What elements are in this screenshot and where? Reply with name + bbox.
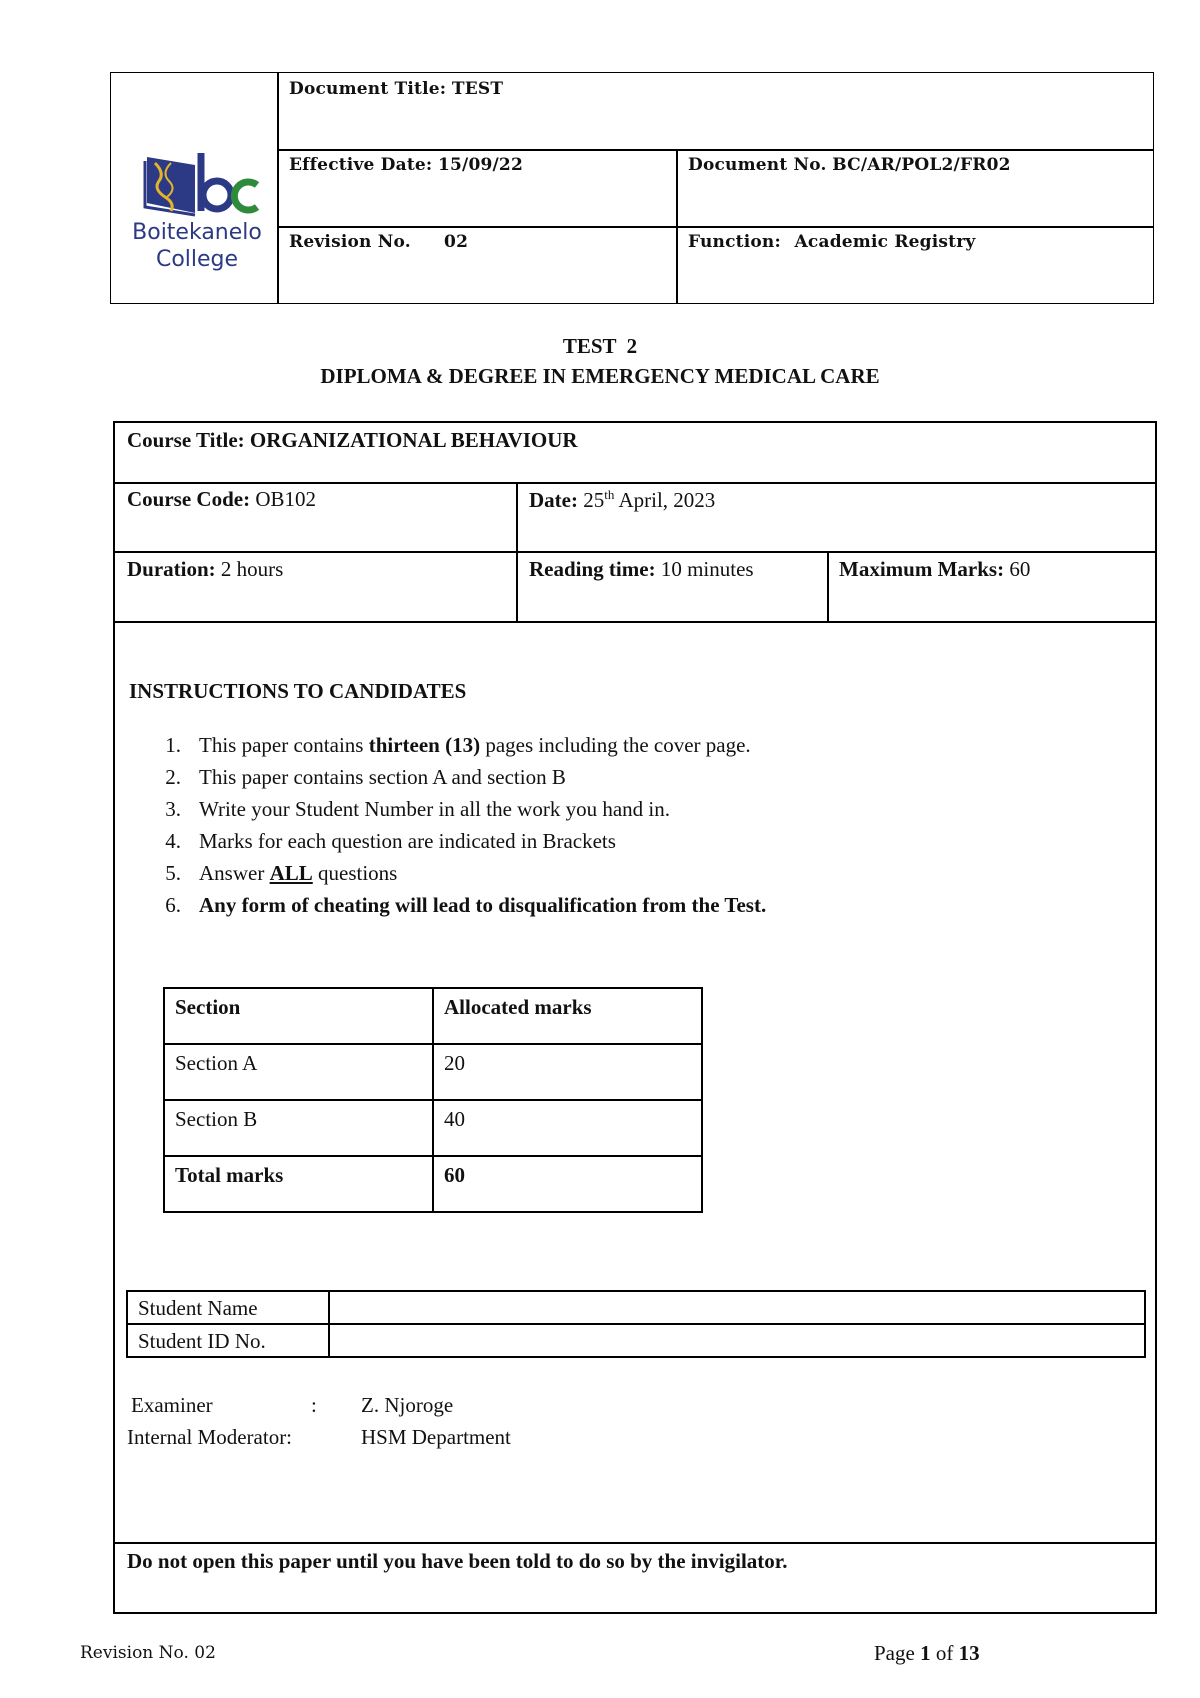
table-row	[127, 1291, 1145, 1324]
instruction-text: This paper contains	[199, 733, 369, 757]
course-code-label: Course Code:	[127, 487, 251, 511]
moderator-value: HSM Department	[361, 1425, 511, 1449]
footer-revision-value: 02	[194, 1643, 216, 1663]
table-cell	[164, 1156, 433, 1212]
effective-date-value: 15/09/22	[437, 155, 523, 175]
effective-date-label: Effective Date:	[289, 155, 433, 175]
page-number	[874, 1641, 980, 1666]
revision-value: 02	[444, 232, 469, 252]
revision-label: Revision No.	[289, 232, 411, 252]
page-of-word: of	[935, 1641, 954, 1665]
date-label: Date:	[529, 488, 578, 512]
course-title-value: ORGANIZATIONAL BEHAVIOUR	[249, 428, 578, 452]
course-code-value: OB102	[255, 487, 317, 511]
instructions-list	[155, 729, 766, 921]
duration-label: Duration:	[127, 557, 216, 581]
instruction-item	[155, 793, 766, 825]
instruction-text: This paper contains section A and section B	[199, 765, 566, 789]
invigilator-warning: Do not open this paper until you have been told to do so by the invigilator.	[127, 1549, 788, 1573]
course-title-label: Course Title:	[127, 428, 245, 452]
function-value: Academic Registry	[794, 232, 976, 252]
table-cell: 20	[433, 1044, 702, 1100]
header-divider	[277, 73, 279, 303]
instruction-text: Write your Student Number in all the work you hand in.	[199, 797, 670, 821]
instruction-emphasis: ALL	[269, 861, 313, 885]
reading-time-value: 10 minutes	[660, 557, 754, 581]
examiner-colon: :	[311, 1393, 317, 1417]
table-header-cell	[433, 988, 702, 1044]
table-row	[127, 1324, 1145, 1357]
date-rest: April, 2023	[618, 488, 716, 512]
course-title-cell	[127, 428, 578, 453]
logo-text-line2: College	[155, 247, 239, 272]
student-name-field[interactable]	[329, 1291, 1145, 1324]
examiner-label: Examiner	[131, 1393, 213, 1417]
page-total: 13	[958, 1641, 980, 1665]
table-cell	[433, 1156, 702, 1212]
header-divider	[277, 149, 1153, 151]
marks-allocation-table	[163, 987, 703, 1213]
function-cell	[688, 232, 975, 252]
total-value: 60	[444, 1163, 465, 1187]
instruction-number: 6.	[165, 893, 181, 917]
table-header-row	[164, 988, 702, 1044]
instruction-item	[155, 889, 766, 921]
student-name-label: Student Name	[127, 1291, 329, 1324]
table-cell: 40	[433, 1100, 702, 1156]
doc-title-value: TEST	[451, 79, 504, 99]
table-row	[164, 1044, 702, 1100]
instructions-heading: INSTRUCTIONS TO CANDIDATES	[129, 679, 467, 703]
date-ordinal: th	[604, 487, 615, 502]
revision-cell	[289, 232, 468, 252]
logo-text-line1: Boitekanelo	[132, 220, 262, 245]
document-no-value: BC/AR/POL2/FR02	[832, 155, 1011, 175]
table-total-row	[164, 1156, 702, 1212]
box-divider	[115, 551, 1155, 553]
table-cell: Section A	[164, 1044, 433, 1100]
document-no-label: Document No.	[688, 155, 827, 175]
instruction-item	[155, 857, 766, 889]
moderator-label: Internal Moderator:	[127, 1425, 293, 1449]
programme-title: DIPLOMA & DEGREE IN EMERGENCY MEDICAL CARE	[320, 364, 880, 388]
student-details-table	[126, 1290, 1146, 1358]
box-divider	[115, 1542, 1155, 1544]
instruction-text: Answer	[199, 861, 270, 885]
table-cell: Section B	[164, 1100, 433, 1156]
box-divider	[516, 482, 518, 623]
date-cell	[529, 487, 715, 513]
instruction-number: 2.	[165, 765, 181, 789]
date-day: 25	[583, 488, 605, 512]
document-no-cell	[688, 155, 1011, 175]
instruction-number: 4.	[165, 829, 181, 853]
footer-revision	[80, 1643, 216, 1663]
duration-cell	[127, 557, 283, 582]
instruction-emphasis: thirteen (13)	[368, 733, 481, 757]
reading-time-cell	[529, 557, 754, 582]
instruction-text: Marks for each question are indicated in Brackets	[199, 829, 616, 853]
effective-date-cell	[289, 155, 523, 175]
maximum-marks-cell	[839, 557, 1030, 582]
table-row	[164, 1100, 702, 1156]
test-title: TEST 2	[562, 334, 638, 358]
instruction-item	[155, 729, 766, 761]
page-current: 1	[920, 1641, 931, 1665]
student-id-field[interactable]	[329, 1324, 1145, 1357]
college-logo-mark	[125, 151, 269, 217]
table-header-text: Section	[175, 995, 241, 1019]
student-id-label: Student ID No.	[127, 1324, 329, 1357]
maximum-marks-value: 60	[1009, 557, 1031, 581]
function-label: Function:	[688, 232, 781, 252]
instruction-number: 1.	[165, 733, 181, 757]
instruction-text: questions	[312, 861, 398, 885]
box-divider	[827, 551, 829, 623]
instruction-text: Any form of cheating will lead to disqualification from the Test.	[199, 893, 767, 917]
page-word: Page	[874, 1641, 915, 1665]
course-code-cell	[127, 487, 316, 512]
instruction-number: 3.	[165, 797, 181, 821]
maximum-marks-label: Maximum Marks:	[839, 557, 1005, 581]
instruction-item	[155, 825, 766, 857]
box-divider	[115, 621, 1155, 623]
document-header-table	[110, 72, 1154, 304]
table-header-text: Allocated marks	[444, 995, 592, 1019]
reading-time-label: Reading time:	[529, 557, 656, 581]
doc-title-label: Document Title:	[289, 79, 447, 99]
footer-revision-label: Revision No.	[80, 1643, 189, 1663]
doc-title-cell	[289, 79, 503, 99]
duration-value: 2 hours	[220, 557, 284, 581]
total-label: Total marks	[175, 1163, 284, 1187]
box-divider	[115, 482, 1155, 484]
instruction-item	[155, 761, 766, 793]
examiner-value: Z. Njoroge	[361, 1393, 454, 1417]
instruction-text: pages including the cover page.	[480, 733, 751, 757]
table-header-cell	[164, 988, 433, 1044]
college-logo	[125, 151, 269, 281]
course-details-box	[113, 421, 1157, 1614]
header-divider	[277, 226, 1153, 228]
instruction-number: 5.	[165, 861, 181, 885]
